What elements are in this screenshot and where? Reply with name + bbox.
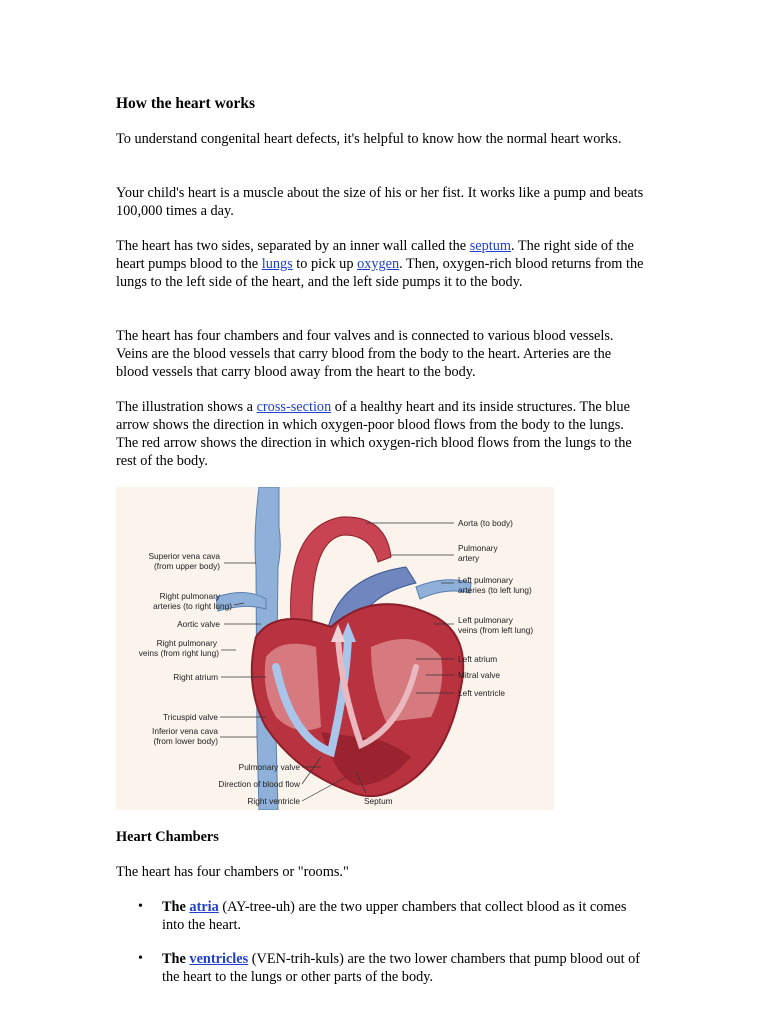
text-span: . Then, oxygen-rich blood returns from the lungs to the left side of the heart, and the left side pumps it to the body. bbox=[116, 256, 644, 290]
label-left-atrium: Left atrium bbox=[458, 654, 498, 664]
label-septum: Septum bbox=[364, 796, 393, 806]
intro-paragraph: To understand congenital heart defects, it's helpful to know how the normal heart works. bbox=[116, 131, 622, 147]
bullet-icon: • bbox=[138, 899, 143, 914]
label-rpa-1: Right pulmonary bbox=[159, 591, 220, 601]
chambers-valves-paragraph: The heart has four chambers and four valves and is connected to various blood vessels. Veins are the blood vessels that carry blood from the body to the heart. Arteries are the blood vessels that carry blood away from the heart to the body. bbox=[116, 328, 614, 380]
atria-link[interactable]: atria bbox=[189, 899, 219, 915]
label-right-ventricle: Right ventricle bbox=[247, 796, 300, 806]
label-pa-1: Pulmonary bbox=[458, 543, 498, 553]
label-mitral-valve: Mitral valve bbox=[458, 670, 500, 680]
lungs-link[interactable]: lungs bbox=[261, 256, 293, 272]
label-tricuspid-valve: Tricuspid valve bbox=[162, 712, 218, 722]
label-aortic-valve: Aortic valve bbox=[177, 619, 220, 629]
text-span: to pick up bbox=[292, 256, 358, 272]
bullet-text: (AY-tree-uh) are the two upper chambers that collect blood as it comes into the heart. bbox=[162, 899, 627, 933]
bullet-icon: • bbox=[138, 951, 143, 966]
bullet-text: (VEN-trih-kuls) are the two lower chambers that pump blood out of the heart to the lungs or other parts of the body. bbox=[162, 951, 641, 985]
left-atrium-shape bbox=[371, 639, 442, 722]
cross-section-link[interactable]: cross-section bbox=[256, 399, 332, 415]
label-svc-1: Superior vena cava bbox=[148, 551, 220, 561]
label-rpv-1: Right pulmonary bbox=[156, 638, 217, 648]
septum-link[interactable]: septum bbox=[469, 238, 512, 254]
page-title: How the heart works bbox=[116, 95, 256, 112]
bullet-lead: The bbox=[162, 899, 190, 915]
label-svc-2: (from upper body) bbox=[154, 561, 220, 571]
text-span: The heart has two sides, separated by an inner wall called the bbox=[116, 238, 470, 254]
oxygen-link[interactable]: oxygen bbox=[357, 256, 400, 272]
text-span: . The right side of the heart pumps blood to the bbox=[116, 238, 634, 272]
label-lpv-2: veins (from left lung) bbox=[458, 625, 534, 635]
label-right-atrium: Right atrium bbox=[173, 672, 218, 682]
label-lpa-1: Left pulmonary bbox=[458, 575, 513, 585]
section-heading: Heart Chambers bbox=[116, 829, 219, 845]
list-item bbox=[116, 898, 646, 934]
ventricles-link[interactable]: ventricles bbox=[189, 951, 249, 967]
two-sides-paragraph bbox=[116, 237, 646, 291]
label-lpa-2: arteries (to left lung) bbox=[458, 585, 532, 595]
text-span: The illustration shows a bbox=[116, 399, 257, 415]
label-ivc-2: (from lower body) bbox=[153, 736, 218, 746]
label-pa-2: artery bbox=[458, 553, 480, 563]
label-left-ventricle: Left ventricle bbox=[458, 688, 506, 698]
illustration-paragraph bbox=[116, 398, 646, 470]
text-span: of a healthy heart and its inside structures. The blue arrow shows the direction in which oxygen-poor blood flows from the body to the lungs. The red arrow shows the direction in which oxygen-rich blood flows from the lungs to the rest of the body. bbox=[116, 399, 632, 469]
label-ivc-1: Inferior vena cava bbox=[152, 726, 218, 736]
heart-illustration bbox=[116, 487, 554, 810]
list-item bbox=[116, 950, 646, 986]
chambers-list bbox=[116, 898, 646, 1002]
muscle-paragraph: Your child's heart is a muscle about the size of his or her fist. It works like a pump and beats 100,000 times a day. bbox=[116, 185, 644, 219]
label-aorta: Aorta (to body) bbox=[458, 518, 513, 528]
label-lpv-1: Left pulmonary bbox=[458, 615, 513, 625]
label-pulmonary-valve: Pulmonary valve bbox=[238, 762, 300, 772]
label-direction-flow: Direction of blood flow bbox=[218, 779, 300, 789]
chambers-intro: The heart has four chambers or "rooms." bbox=[116, 864, 349, 880]
bullet-lead: The bbox=[162, 951, 190, 967]
heart-diagram bbox=[116, 487, 554, 810]
label-rpa-2: arteries (to right lung) bbox=[153, 601, 232, 611]
label-rpv-2: veins (from right lung) bbox=[138, 648, 219, 658]
